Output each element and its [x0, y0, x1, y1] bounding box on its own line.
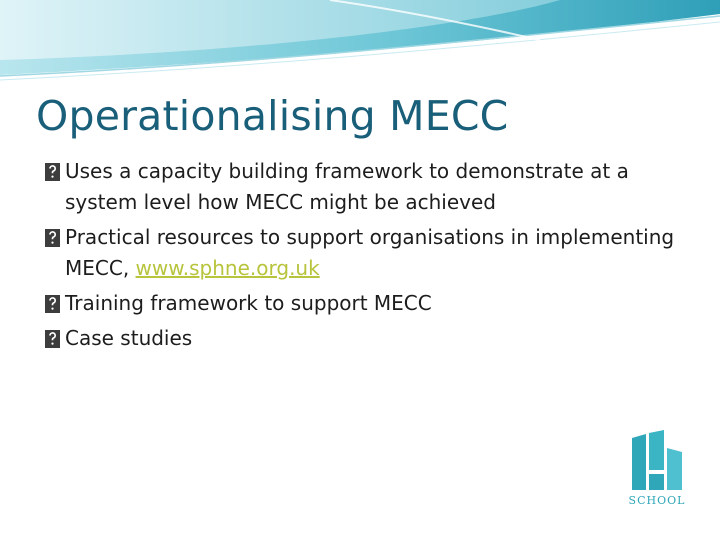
bullet-text: Case studies [65, 326, 193, 350]
slide-title: Operationalising MECC [36, 92, 509, 140]
logo-wordmark: SCHOOL [628, 494, 686, 507]
missing-glyph-box-icon [44, 329, 61, 349]
bullet-list [44, 156, 684, 358]
list-item [44, 222, 684, 284]
list-item [44, 156, 684, 218]
list-item [44, 288, 684, 319]
header-swoosh-decoration [0, 0, 720, 90]
bullet-text: Training framework to support MECC [65, 291, 432, 315]
bullet-text: Practical resources to support organisations in implementing MECC, [65, 225, 675, 280]
list-item [44, 323, 684, 354]
school-logo-icon [626, 430, 688, 492]
missing-glyph-box-icon [44, 162, 61, 182]
bullet-text: Uses a capacity building framework to demonstrate at a system level how MECC might be achieved [65, 159, 629, 214]
website-link[interactable]: www.sphne.org.uk [135, 256, 320, 280]
missing-glyph-box-icon [44, 294, 61, 314]
school-logo [626, 430, 688, 525]
missing-glyph-box-icon [44, 228, 61, 248]
